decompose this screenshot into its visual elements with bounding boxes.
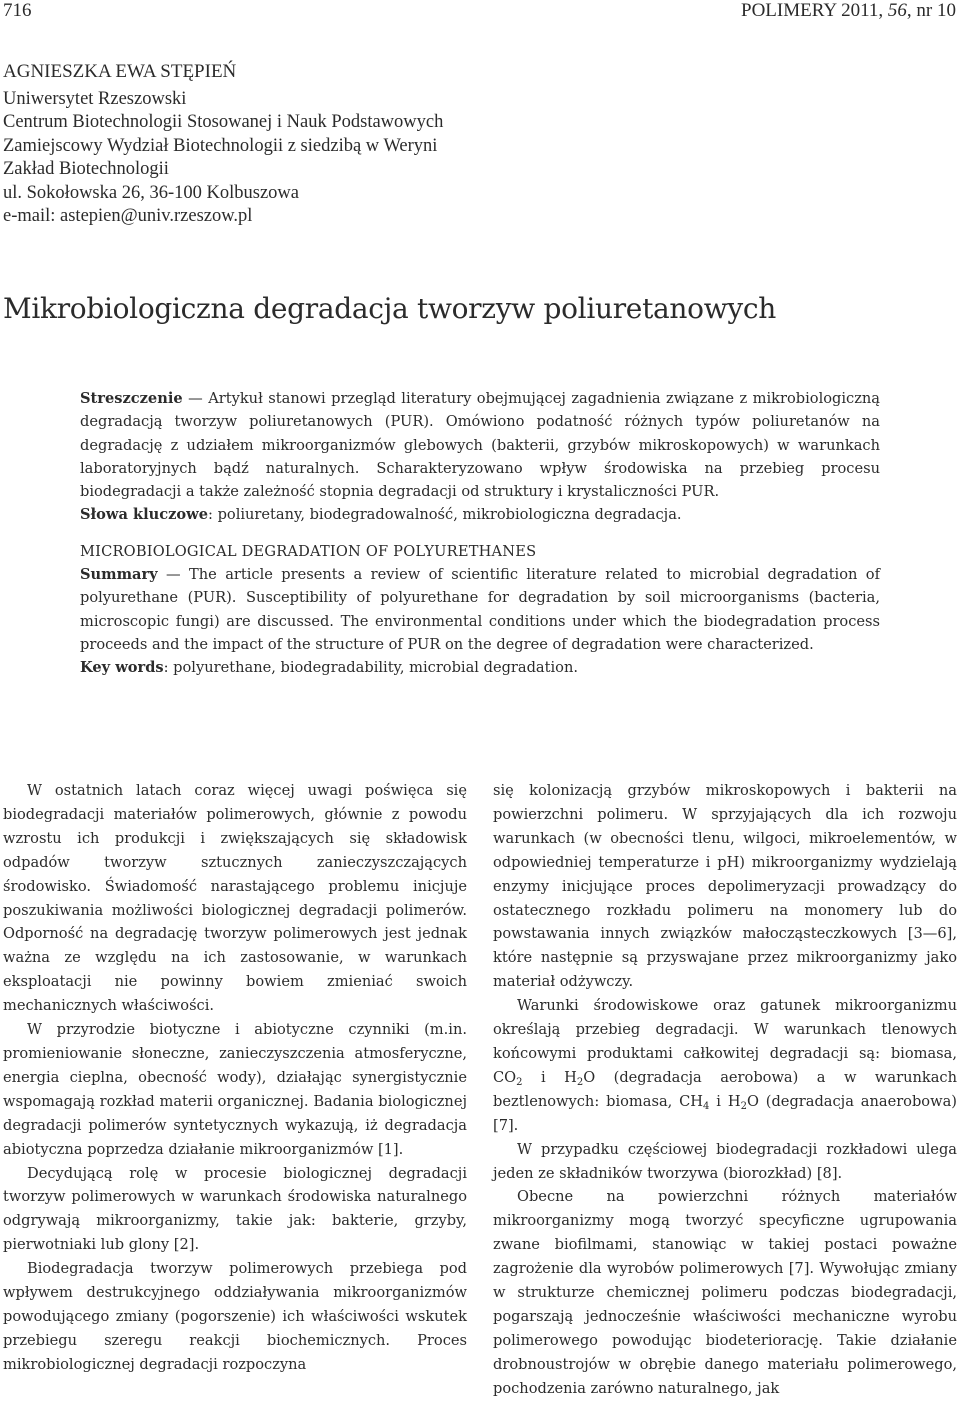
- abstract-section: [80, 387, 880, 680]
- body-paragraph: Obecne na powierzchni różnych materiałów mikroorganizmy mogą tworzyć specyficzne ugrupowania zwane biofilmami, stanowiąc w takiej postaci poważne zagrożenie dla wyrobów polimerowych [7]. Wywołując zmiany w strukturze chemicznej polimeru podczas biodegradacji, pogarszają jednocześnie właściwości mechaniczne wyrobu polimerowego powodując biodeteriorację. Takie działanie drobnoustrojów w obrębie danego materiału polimerowego, pochodzenia zarówno naturalnego, jak: [493, 1188, 957, 1397]
- text-run: Warunki środowiskowe oraz gatunek mikroorganizmu określają przebieg degradacji. W warunkach tlenowych końcowymi produktami całkowitej degradacji są: biomasa, CO: [493, 997, 957, 1086]
- body-paragraph: Decydującą rolę w procesie biologicznej degradacji tworzyw polimerowych w warunkach środowiska naturalnego odgrywają mikroorganizmy, takie jak: bakterie, grzyby, pierwotniaki lub glony [2].: [3, 1164, 467, 1254]
- text-run: i H: [709, 1092, 741, 1110]
- body-paragraph: Biodegradacja tworzyw polimerowych przebiega pod wpływem destrukcyjnego oddziaływania mikroorganizmów powodującego zmiany (pogorszenie) ich właściwości wskutek przebiegu szeregu reakcji biochemicznych. Proces mikrobiologicznej degradacji rozpoczyna: [3, 1260, 467, 1373]
- body-paragraph: W ostatnich latach coraz więcej uwagi poświęca się biodegradacji materiałów polimerowych, głównie z powodu wzrostu ich produkcji i zwiększających się składowisk odpadów tworzyw sztucznych zanieczyszczających środowisko. Świadomość narastającego problemu inicjuje poszukiwania możliwości biologicznej degradacji polimerów. Odporność na degradację tworzyw polimerowych jest jednak ważna ze względu na ich zastosowanie, w warunkach eksploatacji nie powinny bowiem zmieniać swoich mechanicznych właściwości.: [3, 782, 467, 1015]
- body-column-left: [3, 779, 467, 1377]
- abstract-text: Artykuł stanowi przegląd literatury obejmującej zagadnienia związane z mikrobiologiczną degradacją tworzyw poliuretanowych (PUR). Omówiono podatność różnych typów poliuretanów na degradację z udziałem mikroorganizmów glebowych (bakterii, grzybów mikroskopowych) w warunkach laboratoryjnych bądź naturalnych. Scharakteryzowano wpływ środowiska na przebieg procesu biodegradacji a także zależność stopnia degradacji od struktury i krystaliczności PUR.: [80, 390, 880, 501]
- em-dash: —: [157, 566, 190, 584]
- summary-text: The article presents a review of scientific literature related to microbial degradation of polyurethane (PUR). Susceptibility of polyurethane for degradation by soil microorganisms (bacteria, microscopic fungi) are discussed. The environmental conditions under which the biodegradation process proceeds and the impact of the structure of PUR on the degree of degradation were characterized.: [80, 566, 880, 653]
- journal-citation: [741, 0, 956, 22]
- journal-name: POLIMERY 2011,: [741, 0, 884, 21]
- subscript: 2: [516, 1076, 523, 1088]
- abstract-pl: [80, 387, 880, 503]
- keywords-label: Key words: [80, 659, 164, 677]
- body-paragraph: [493, 994, 957, 1137]
- author-name: AGNIESZKA EWA STĘPIEŃ: [3, 61, 237, 82]
- body-paragraph: się kolonizacją grzybów mikroskopowych i bakterii na powierzchni polimeru. W sprzyjających dla ich rozwoju warunkach (w obecności tlenu, wilgoci, mikroelementów, w odpowiedniej temperaturze i pH) mikroorganizmy wydzielają enzymy inicjujące proces depolimeryzacji prowadzący do ostatecznego rozkładu polimeru na monomery lub do powstawania innych związków małocząsteczkowych [3—6], które następnie są przyswajane przez mikroorganizmy jako materiał odżywczy.: [493, 782, 957, 991]
- affiliation-line: Centrum Biotechnologii Stosowanej i Nauk Podstawowych: [3, 112, 444, 132]
- abstract-en: [80, 563, 880, 656]
- keywords-en: [80, 656, 880, 679]
- page-number: 716: [3, 0, 32, 21]
- text-run: O (degradacja anaerobowa) [7].: [493, 1092, 957, 1134]
- summary-label: Summary: [80, 566, 158, 584]
- journal-issue: , nr 10: [906, 0, 956, 21]
- running-header: [3, 0, 956, 22]
- abstract-label: Streszczenie: [80, 390, 183, 407]
- text-run: i H: [522, 1068, 577, 1086]
- subscript: 2: [740, 1100, 747, 1112]
- keywords-text: : polyurethane, biodegradability, microbial degradation.: [163, 659, 578, 677]
- article-title: Mikrobiologiczna degradacja tworzyw poliuretanowych: [3, 292, 777, 325]
- affiliation-line: Uniwersytet Rzeszowski: [3, 88, 187, 109]
- text-run: O (degradacja aerobowa) a w warunkach beztlenowych: biomasa, CH: [493, 1068, 957, 1110]
- keywords-pl: [80, 503, 880, 526]
- email-line: e-mail: astepien@univ.rzeszow.pl: [3, 206, 253, 226]
- address-line: ul. Sokołowska 26, 36-100 Kolbuszowa: [3, 182, 299, 203]
- author-block: [3, 60, 703, 229]
- keywords-label: Słowa kluczowe: [80, 506, 209, 524]
- keywords-text: : poliuretany, biodegradowalność, mikrobiologiczna degradacja.: [208, 506, 682, 524]
- journal-volume: 56: [887, 0, 907, 21]
- em-dash: —: [182, 390, 209, 407]
- affiliation-line: Zakład Biotechnologii: [3, 159, 169, 179]
- subscript: 4: [703, 1100, 710, 1112]
- affiliation-line: Zamiejscowy Wydział Biotechnologii z siedzibą w Weryni: [3, 135, 438, 156]
- abstract-en-title: MICROBIOLOGICAL DEGRADATION OF POLYURETHANES: [80, 542, 537, 560]
- subscript: 2: [576, 1076, 584, 1088]
- body-column-right: [493, 779, 957, 1401]
- body-paragraph: W przyrodzie biotyczne i abiotyczne czynniki (m.in. promieniowanie słoneczne, zanieczyszczenia atmosferyczne, energia cieplna, obecność wody), działając synergistycznie wspomagają rozkład materii organicznej. Badania biologicznej degradacji polimerów syntetycznych wykazują, iż degradacja abiotyczna poprzedza działanie mikroorganizmów [1].: [3, 1021, 467, 1158]
- body-paragraph: W przypadku częściowej biodegradacji rozkładowi ulega jeden ze składników tworzywa (biorozkład) [8].: [493, 1140, 957, 1182]
